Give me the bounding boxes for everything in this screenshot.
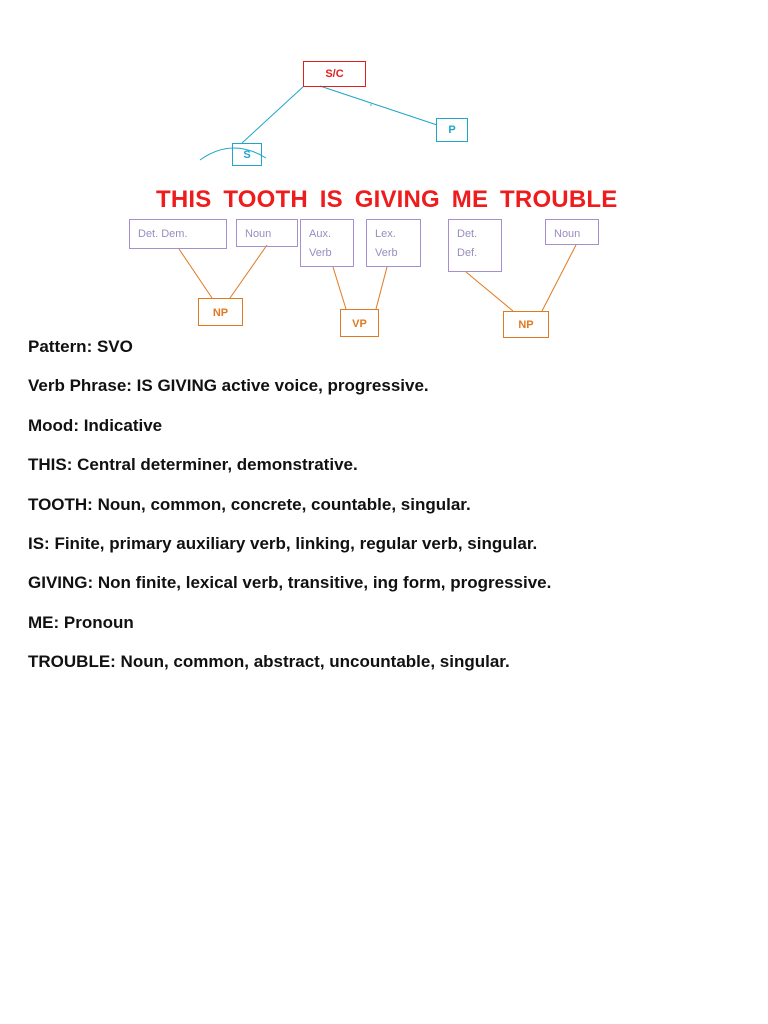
subject-node-label: S — [243, 149, 251, 161]
word-class-aux-verb — [300, 219, 354, 267]
root-to-predicate-line — [320, 86, 437, 125]
word-class-line1: Noun — [245, 228, 272, 240]
analysis-pattern: Pattern: SVO — [28, 337, 133, 356]
word-class-line2: Verb — [375, 247, 398, 259]
np2-right-line — [542, 245, 576, 311]
analysis-me: ME: Pronoun — [28, 612, 134, 632]
np1-left-line — [179, 249, 212, 298]
root-node-label: S/C — [325, 68, 344, 80]
analysis-giving: GIVING: Non finite, lexical verb, transitive, ing form, progressive. — [28, 573, 552, 593]
phrase-label: VP — [352, 318, 367, 330]
word-class-line1: Det. Dem. — [138, 228, 188, 240]
np2-left-line — [466, 272, 513, 311]
analysis-trouble: TROUBLE: Noun, common, abstract, uncountable, singular. — [28, 652, 510, 672]
word-class-noun-1 — [236, 219, 298, 247]
np1-right-line — [230, 245, 267, 298]
word-class-lex-verb — [366, 219, 421, 267]
word-class-det-dem — [129, 219, 227, 249]
phrase-np-2 — [503, 311, 549, 338]
vp-left-line — [333, 267, 346, 309]
word-class-line1: Lex. — [375, 228, 396, 240]
phrase-vp — [340, 309, 379, 337]
vp-right-line — [376, 267, 387, 309]
word-class-line1: Aux. — [309, 228, 332, 240]
phrase-label: NP — [518, 319, 534, 331]
analyzed-sentence: THIS TOOTH IS GIVING ME TROUBLE — [156, 186, 618, 213]
analysis-verb-phrase: Verb Phrase: IS GIVING active voice, progressive. — [28, 376, 429, 396]
word-class-det-def — [448, 219, 502, 272]
analysis-this: THIS: Central determiner, demonstrative. — [28, 455, 358, 475]
predicate-node-label: P — [448, 124, 456, 136]
root-to-subject-line — [242, 86, 304, 143]
analysis-mood: Mood: Indicative — [28, 415, 163, 435]
word-class-line1: Noun — [554, 228, 581, 240]
word-class-line2: Verb — [309, 247, 332, 259]
stray-dot — [370, 104, 372, 106]
phrase-np-1 — [198, 298, 243, 326]
grammar-analysis-list — [28, 335, 551, 690]
word-class-line2: Def. — [457, 247, 478, 259]
analysis-tooth: TOOTH: Noun, common, concrete, countable, singular. — [28, 494, 471, 514]
subject-node — [232, 143, 262, 166]
word-class-noun-2 — [545, 219, 599, 245]
phrase-label: NP — [212, 307, 229, 319]
predicate-node — [436, 118, 468, 142]
root-node-sc — [303, 61, 366, 87]
word-class-line1: Det. — [457, 228, 478, 240]
analysis-is: IS: Finite, primary auxiliary verb, linking, regular verb, singular. — [28, 533, 538, 553]
